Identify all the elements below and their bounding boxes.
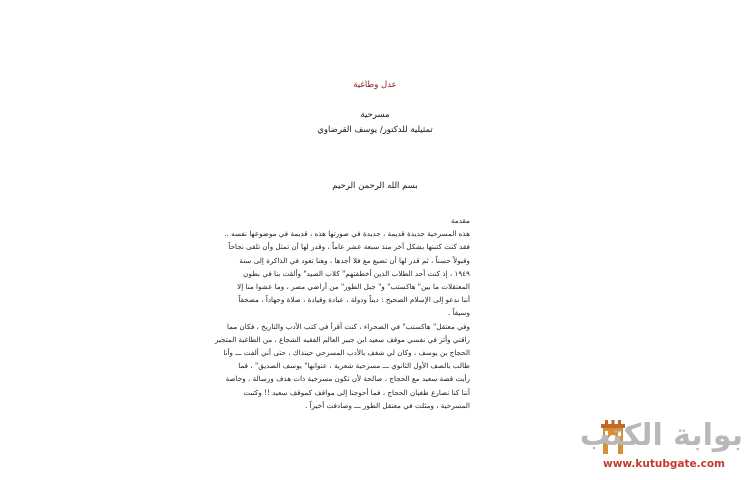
kutubgate-watermark	[579, 418, 743, 478]
watermark-url: www.kutubgate.com	[603, 458, 725, 470]
paragraph-line: وسيفاً .	[447, 308, 470, 318]
paragraph-lines	[214, 227, 470, 412]
paragraph-line: ١٩٤٩ ، إذ كنت أحد الطلاب الذين أخطفتهم" كلاب الصيد" وألقت بنا في بطون	[243, 268, 470, 278]
paragraph-line: راقني وأثر في نفسي موقف سعيد ابن جبير العالم الفقيه الشجاع ، من الطاغية المتجبر	[214, 334, 470, 344]
basmala: بسم الله الرحمن الرحيم	[332, 181, 418, 191]
document-title: عدل وطاغية	[353, 80, 397, 90]
body-text	[214, 214, 470, 412]
paragraph-line: فقد كنت كتبتها بشكل آخر منذ سبعة عشر عاماً ، وقدر لها أن تمثل وأن تلقى نجاحاً	[228, 242, 470, 252]
paragraph-line: أننا كنا نصارع طغيان الحجاج ، فما أحوجنا إلى مواقف كموقف سعيد !! وكتبت	[243, 387, 470, 397]
paragraph-line: هذه المسرحية جديدة قديمة ، جديدة في صورتها هذه ، قديمة في موضوعها نفسه ..	[224, 229, 470, 239]
paragraph-line: وفي معتقل" هاكستب" في الصحراء ، كنت أقرأ في كتب الأدب والتاريخ ، فكان مما	[227, 321, 470, 331]
watermark-arabic-text: بوابة الكتب	[579, 418, 743, 453]
section-heading: مقدمة	[451, 216, 470, 225]
author-line: تمثيلية للدكتور/ يوسف القرضاوي	[317, 125, 433, 135]
paragraph-line: المعتقلات ما بين" هاكستب" و" جبل الطور" من أراضي مصر ، وما عشوا منا إلا	[237, 282, 470, 292]
genre-label: مسرحية	[360, 110, 390, 120]
paragraph-line: أننا ندعو إلى الإسلام الصحيح : ديناً ودولة ، عبادة وقيادة ، صلاة وجهاداً ، مصحفاً	[238, 295, 470, 305]
paragraph-line: المسرحية ، ومثلت في معتقل الطور ـــ وصادفت أخيراً .	[305, 400, 470, 410]
paragraph-line: وقبولاً حسناً ، ثم قدر لها أن تضيع مع فلا أجدها ، وهنا تعود في الذاكرة إلى سنة	[239, 255, 470, 265]
paragraph-line: الحجاج بن يوسف ، وكان لي شغف بالأدب المسرحي حينذاك ، حتى أني ألفت ـــ وأنا	[223, 348, 470, 358]
paragraph-line: طالب بالصف الأول الثانوي ـــ مسرحية شعرية ، عنوانها" يوسف الصديق" ، فما	[238, 361, 470, 371]
paragraph-line: رأيت قصة سعيد مع الحجاج ، صالحة لأن تكون مسرحية ذات هدف ورسالة ، وخاصة	[225, 374, 470, 384]
